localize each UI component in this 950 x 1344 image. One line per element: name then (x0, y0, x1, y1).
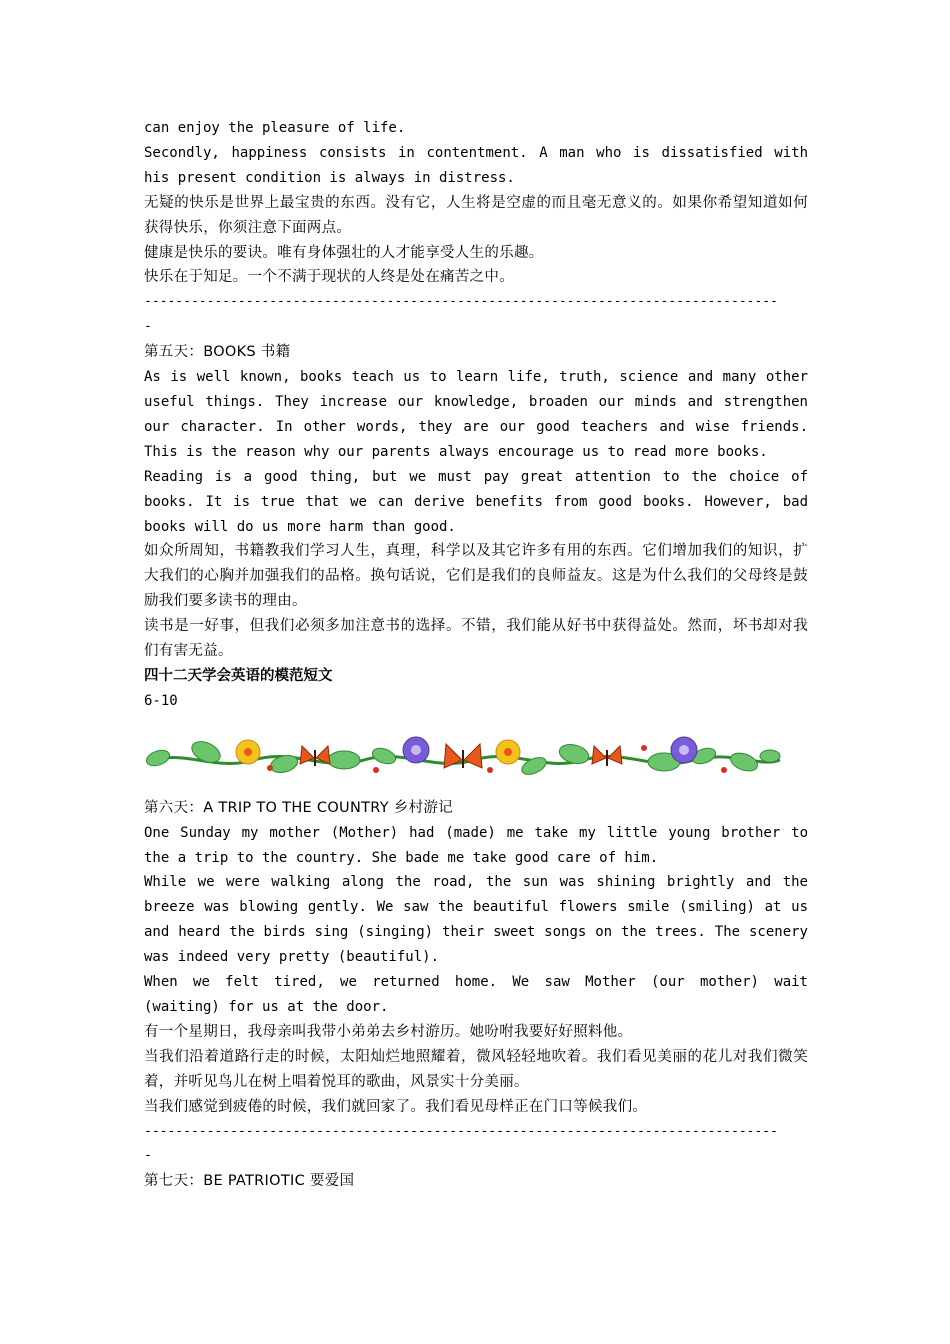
paragraph-cn: 快乐在于知足。一个不满于现状的人终是处在痛苦之中。 (144, 269, 514, 286)
paragraph: One Sunday my mother (Mother) had (made) me take my little young brother to the a trip to the country. She bade me take good care of him. (144, 824, 808, 866)
paragraph: can enjoy the pleasure of life. (144, 120, 406, 136)
butterfly-icon (444, 744, 482, 768)
paragraph-cn: 健康是快乐的要诀。唯有身体强壮的人才能享受人生的乐趣。 (144, 244, 544, 261)
paragraph-cn: 当我们感觉到疲倦的时候，我们就回家了。我们看见母样正在门口等候我们。 (144, 1098, 648, 1115)
divider-rule-tail: - (144, 319, 152, 335)
leaf-icon (370, 745, 397, 766)
flower-vine-banner (144, 728, 784, 786)
paragraph-cn: 当我们沿着道路行走的时候，太阳灿烂地照耀着，微风轻轻地吹着。我们看见美丽的花儿对我们微笑着，并听见鸟儿在树上唱着悦耳的歌曲，风景实十分美丽。 (144, 1048, 808, 1090)
leaf-icon (328, 751, 360, 769)
section-title: 四十二天学会英语的模范短文 (144, 667, 333, 684)
berry-icon (487, 767, 493, 773)
divider-rule-tail: - (144, 1148, 152, 1164)
leaf-icon (144, 747, 171, 768)
paragraph-cn: 读书是一好事，但我们必须多加注意书的选择。不错，我们能从好书中获得益处。然而，坏书却对我们有害无益。 (144, 618, 808, 660)
purple-flower-icon (403, 737, 429, 763)
paragraph-cn: 无疑的快乐是世界上最宝贵的东西。没有它，人生将是空虚的而且毫无意义的。如果你希望知道如何获得快乐，你须注意下面两点。 (144, 194, 808, 236)
berry-icon (267, 765, 273, 771)
leaf-icon (728, 749, 760, 774)
divider-rule: --------------------------------------------------------------------------------- (144, 1123, 778, 1139)
day7-heading: 第七天：BE PATRIOTIC 要爱国 (144, 1173, 355, 1190)
yellow-flower-icon (496, 740, 520, 764)
section-range: 6-10 (144, 692, 178, 709)
paragraph: When we felt tired, we returned home. We saw Mother (our mother) wait (waiting) for us at the door. (144, 974, 808, 1015)
berry-icon (373, 767, 379, 773)
paragraph: While we were walking along the road, the sun was shining brightly and the breeze was blowing gently. We saw the beautiful flowers smile (smiling) at us and heard the birds sing (singing) their sweet songs on the trees. The scenery was indeed very pretty (beautiful). (144, 874, 808, 966)
berry-icon (721, 767, 727, 773)
butterfly-icon (592, 746, 622, 766)
paragraph-cn: 有一个星期日，我母亲叫我带小弟弟去乡村游历。她吩咐我要好好照料他。 (144, 1023, 633, 1040)
paragraph: Secondly, happiness consists in contentment. A man who is dissatisfied with his present condition is always in distress. (144, 144, 808, 186)
divider-rule: --------------------------------------------------------------------------------- (144, 294, 778, 310)
paragraph: Reading is a good thing, but we must pay great attention to the choice of books. It is true that we can derive benefits from good books. However, bad books will do us more harm than good. (144, 468, 808, 535)
paragraph: As is well known, books teach us to learn life, truth, science and many other useful things. They increase our knowledge, broaden our minds and strengthen our character. In other words, they are our good teachers and wise friends. This is the reason why our parents always encourage us to read more books. (144, 369, 808, 460)
document-page (144, 116, 808, 1194)
day6-heading: 第六天：A TRIP TO THE COUNTRY 乡村游记 (144, 799, 453, 816)
yellow-flower-icon (236, 740, 260, 764)
purple-flower-icon (671, 737, 697, 763)
day5-heading: 第五天：BOOKS 书籍 (144, 344, 291, 361)
berry-icon (641, 745, 647, 751)
paragraph-cn: 如众所周知，书籍教我们学习人生，真理，科学以及其它许多有用的东西。它们增加我们的知识，扩大我们的心胸并加强我们的品格。换句话说，它们是我们的良师益友。这是为什么我们的父母终是鼓励我们要多读书的理由。 (144, 543, 808, 610)
leaf-icon (760, 750, 780, 762)
